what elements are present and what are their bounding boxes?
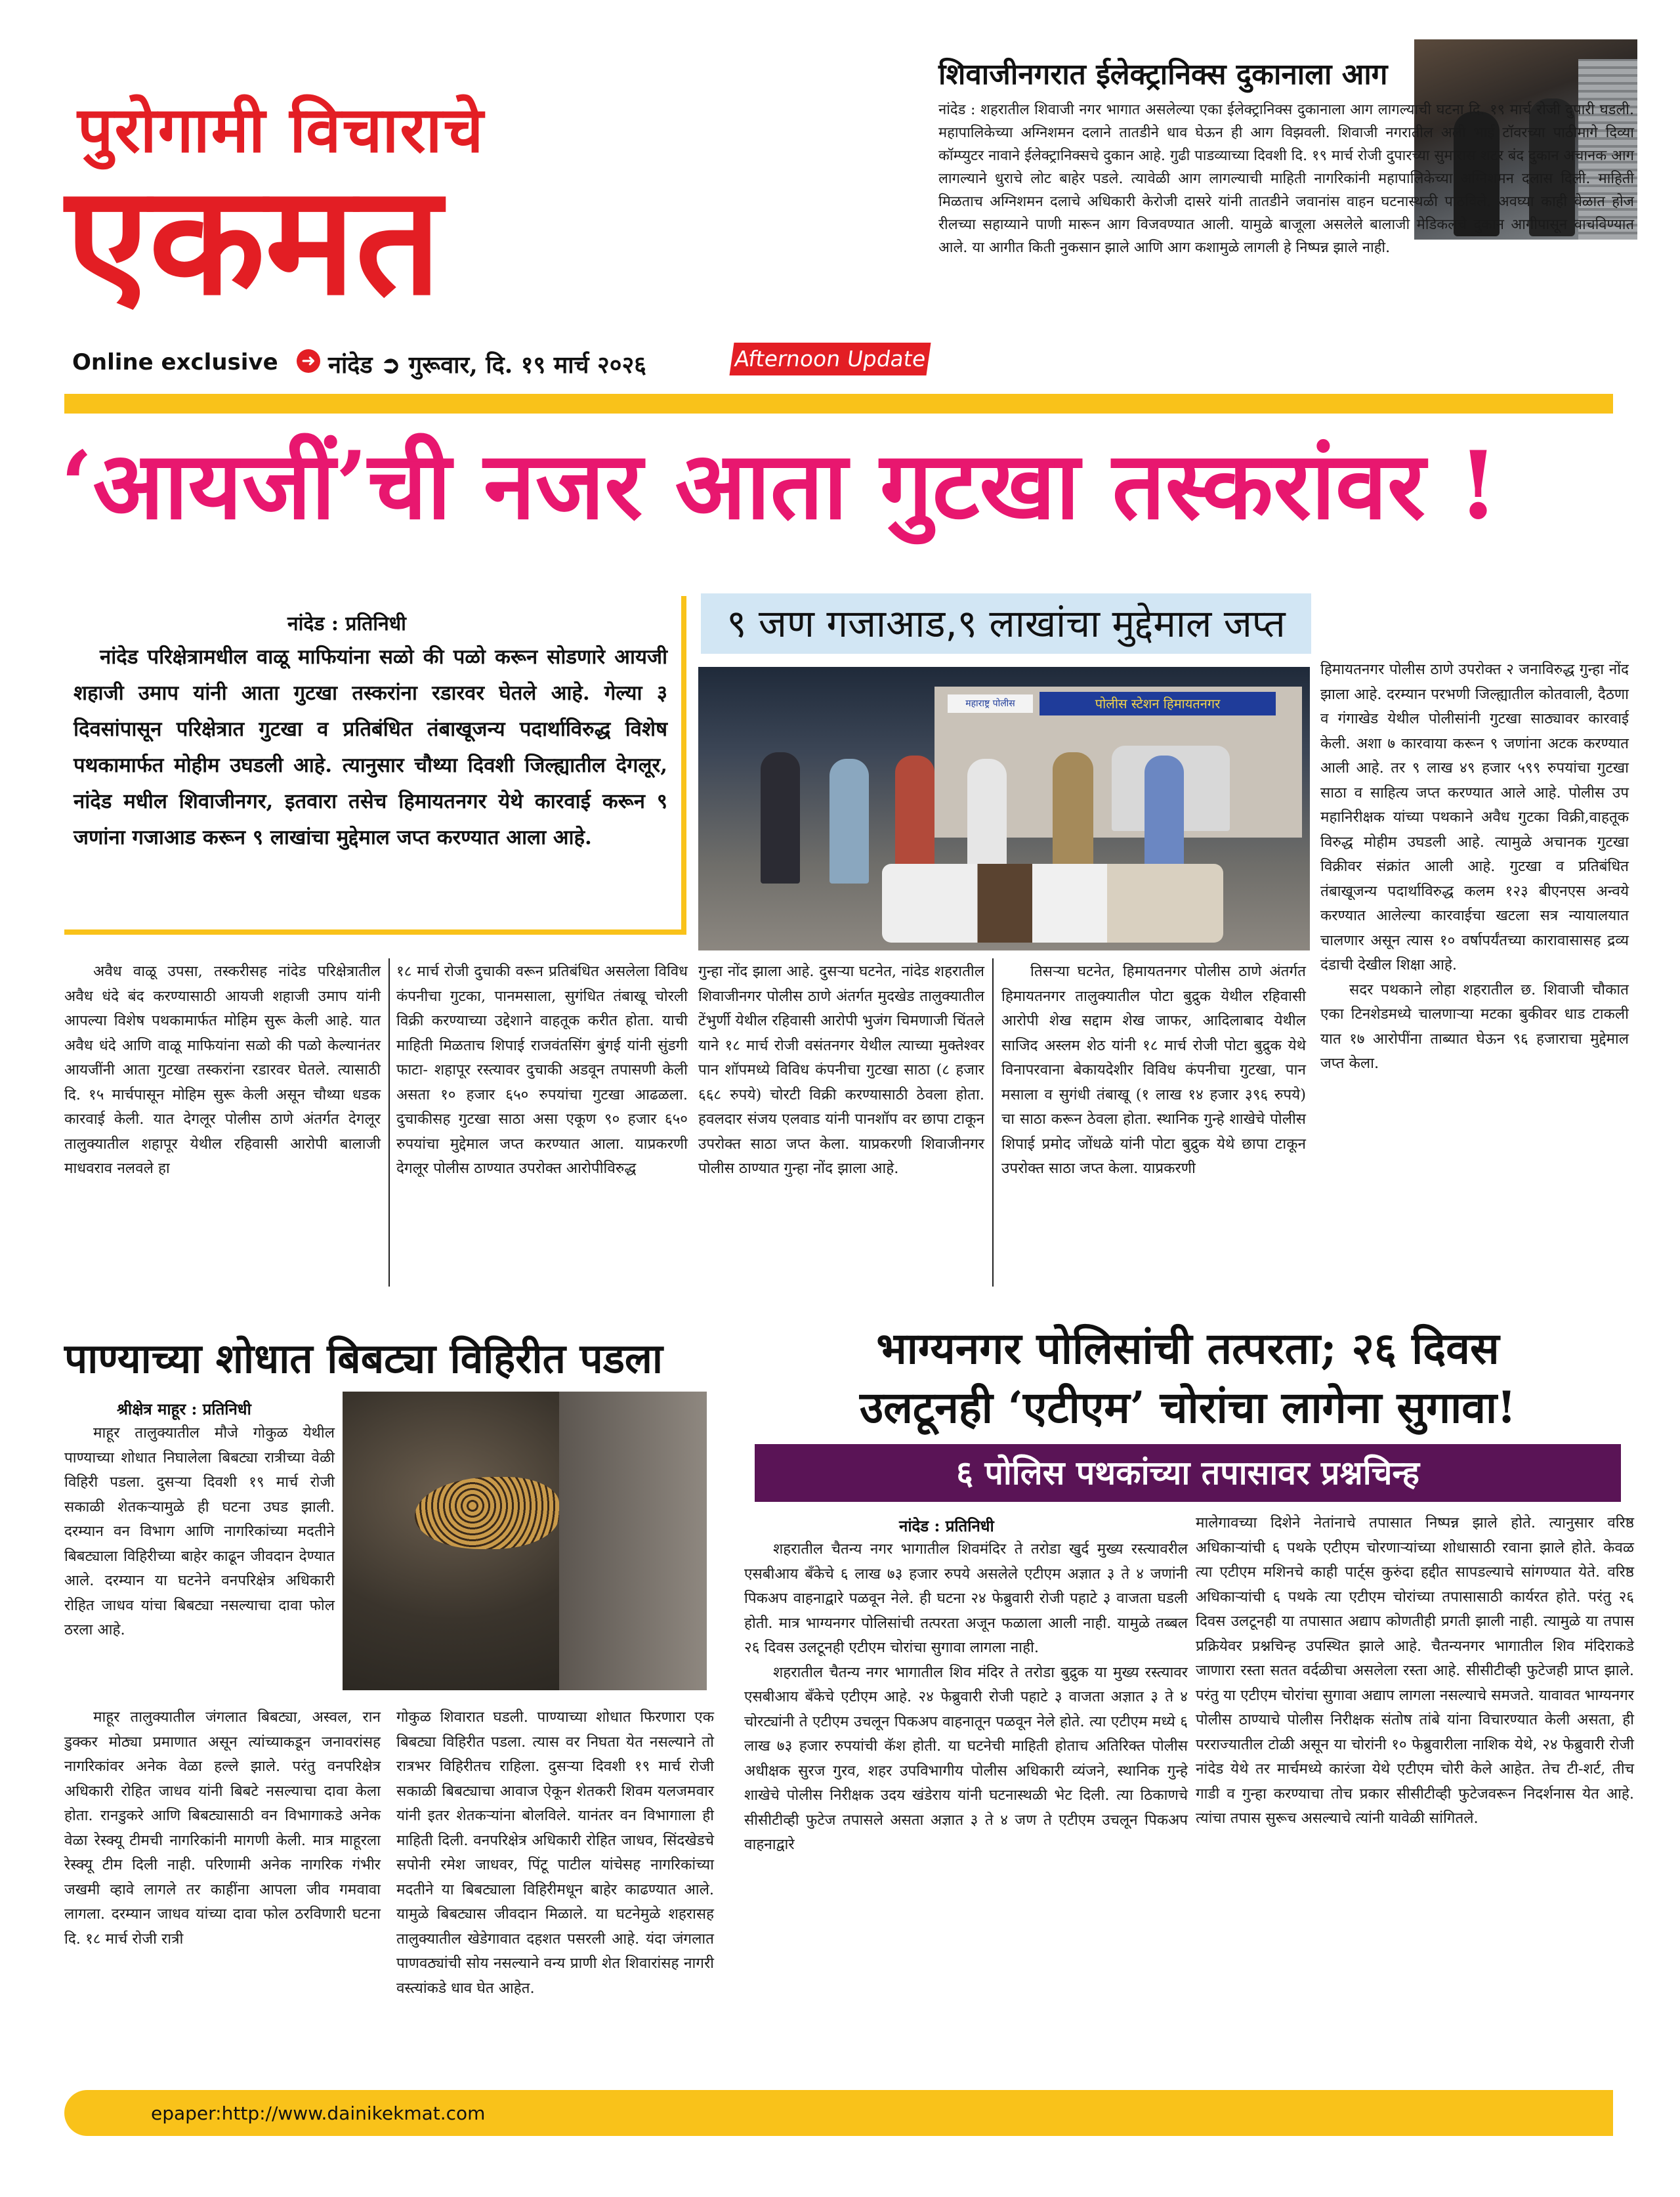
atm-headline-line-1: भाग्यनगर पोलिसांची तत्परता; २६ दिवस [876,1323,1500,1374]
lead-col-2-text: १८ मार्च रोजी दुचाकी वरून प्रतिबंधित असलेला विविध कंपनीचा गुटका, पानमसाला, सुगंधित तंबाखू चोरली विक्री करण्याच्या उद्देशाने वाहतूक करीत होता. याची माहिती मिळताच शिपाई राजवंतसिंग बुंगई यांनी सुंडगी फाटा- शहापूर रस्त्यावर दुचाकी अडवून तपासणी केली असता १० हजार ६५० रुपयांचा गुटखा आढळला. दुचाकीसह गुटखा साठा असा एकूण ९० हजार ६५० रुपयांचा मुद्देमाल जप्त करण्यात आला. याप्रकरणी देगलूर पोलीस ठाण्यात उपरोक्त आरोपीविरुद्ध [396,963,688,1177]
arrow-right-icon: ➜ [297,349,320,373]
lead-col-3-text: गुन्हा नोंद झाला आहे. दुसऱ्या घटनेत, नांदेड शहरातील शिवाजीनगर पोलीस ठाणे अंतर्गत मुदखेड तालुक्यातील टेंभुर्णी येथील रहिवासी आरोपी भुजंग चिमणाजी चिंतले याने १८ मार्च रोजी वसंतनगर येथील त्याच्या मुक्तेश्वर पान शॉपमध्ये विविध कंपनीचा गुटखा साठा (८ हजार ६६८ रुपये) चोरटी विक्री करण्यासाठी ठेवला होता. हवलदार संजय एलवाड यांनी पानशॉप वर छापा टाकून उपरोक्त साठा जप्त केला. याप्रकरणी शिवाजीनगर पोलीस ठाण्यात गुन्हा नोंद झाला आहे. [698,963,984,1177]
lead-intro-box [64,596,686,935]
leopard-figure [415,1477,559,1549]
police-sign: महाराष्ट्र पोलीस [948,694,1033,713]
lead-col-1-text: अवैध वाळू उपसा, तस्करीसह नांदेड परिक्षेत्रातील अवैध धंदे बंद करण्यासाठी आयजी शहाजी उमाप यांनी आपल्या विशेष पथकामार्फत मोहिम सुरू केली आहे. यात अवैध धंदे आणि वाळू माफियांना सळो की पळो केल्यानंतर आयजींनी आता गुटखा तस्करांना रडारवर घेतले. त्यासाठी दि. १५ मार्चपासून मोहिम सुरू केली असून चौथ्या धडक कारवाई केली. यात देगलूर पोलीस ठाणे अंतर्गत देगलूर तालुक्यातील शहापूर येथील रहिवासी आरोपी बालाजी माधवराव नलवले हा [64,963,381,1177]
leopard-p1: माहूर तालुक्यातील मौजे गोकुळ येथील पाण्याच्या शोधात निघालेला बिबट्या रात्रीच्या वेळी विहिरी पडला. दुसऱ्या दिवशी १९ मार्च रोजी सकाळी शेतकऱ्यामुळे ही घटना उघड झाली. दरम्यान वन विभाग आणि नागरिकांच्या मदतीने बिबट्याला विहिरीच्या बाहेर काढून जीवदान देण्यात आले. दरम्यान या घटनेने वनपरिक्षेत्र अधिकारी रोहित जाधव यांचा बिबट्या नसल्याचा दावा फोल ठरला आहे. [64,1424,335,1638]
lead-col-4 [1001,960,1306,1182]
seized-sacks [882,864,1223,943]
lead-subhead: ९ जण गजाआड,९ लाखांचा मुद्देमाल जप्त [701,593,1311,654]
atm-p1: शहरातील चैतन्य नगर भागातील शिवमंदिर ते तरोडा खुर्द मुख्य रस्त्यावरील एसबीआय बँकेचे ६ लाख ७३ हजार रुपये असलेले एटीएम अज्ञात ३ ते ४ जणांनी पिकअप वाहनाद्वारे पळवून नेले. ही घटना २४ फेब्रुवारी रोजी पहाटे ३ वाजता घडली होती. मात्र भाग्यनगर पोलिसांची तत्परता अजून फळाला आली नाही. यामुळे तब्बल २६ दिवस उलटूनही एटीएम चोरांचा सुगावा लागला नाही. [744,1541,1188,1656]
leopard-p2: माहूर तालुक्यातील जंगलात बिबट्या, अस्वल, रान डुक्कर मोठ्या प्रमाणात असून त्यांच्याकडून जनावरांसह नागरिकांवर अनेक वेळा हल्ले झाले. परंतु वनपरिक्षेत्र अधिकारी रोहित जाधव यांनी बिबटे नसल्याचा दावा केला होता. रानडुकरे आणि बिबट्यासाठी वन विभागाकडे अनेक वेळा रेस्क्यू टीमची नागरिकांनी मागणी केली. मात्र माहूरला रेस्क्यू टीम दिली नाही. परिणामी अनेक नागरिक गंभीर जखमी व्हावे लागले तर काहींना आपला जीव गमवावा लागला. दरम्यान जाधव यांच्या दावा फोल ठरविणारी घटना दि. १८ मार्च रोजी रात्री [64,1709,381,1948]
footer-epaper-link[interactable]: epaper:http://www.dainikekmat.com [151,2102,486,2124]
person-figure [830,759,869,884]
station-sign: पोलीस स्टेशन हिमायतनगर [1040,692,1276,715]
lead-col-2 [396,960,688,1182]
topstory-text: नांदेड : शहरातील शिवाजी नगर भागात असलेल्या एका ईलेक्ट्रानिक्स दुकानाला आग लागल्याची घटना दि. १९ मार्च रोजी दुपारी घडली. महापालिकेच्या अग्निशमन दलाने तातडीने धाव घेऊन ही आग विझवली. शिवाजी नगरातील अली भाई टॉवरच्या पाठीमागे दिव्या कॉम्प्युटर नावाने ईलेक्ट्रानिक्सचे दुकान आहे. गुढी पाडव्याच्या दिवशी दि. १९ मार्च रोजी दुपारच्या सुमारास शटर बंद दुकान अचानक आग लागल्याने धुराचे लोट बाहेर पडले. त्यावेळी आग लागल्याची माहिती नागरिकांनी महापालिकेच्या अग्निशमन दलास दिली. माहिती मिळताच अग्निशमन दलाचे अधिकारी केरोजी दासरे यांनी तातडीने जवानांस वाहन घटनास्थळी पाठविले. अवघ्या काही वेळात होज रीलच्या सहाय्याने पाणी मारून आग विजवण्यात आली. यामुळे बाजूला असलेले बालाजी मेडिकलचे दुकान आगीपासून वाचविण्यात आले. या आगीत किती नुकसान झाले आणि आग कशामुळे लागली हे निष्पन्न झाले नाही. [938,102,1634,256]
lead-intro: नांदेड परिक्षेत्रामधील वाळू माफियांना सळो की पळो करून सोडणारे आयजी शहाजी उमाप यांनी आता गुटखा तस्करांना रडारवर घेतले आहे. गेल्या ३ दिवसांपासून परिक्षेत्रात गुटखा व प्रतिबंधित तंबाखूजन्य पदार्थाविरुद्ध विशेष पथकामार्फत मोहीम उघडली आहे. त्यानुसार चौथ्या दिवशी जिल्ह्यातील देगलूर, नांदेड मधील शिवाजीनगर, इतवारा तसेच हिमायतनगर येथे कारवाई करून ९ जणांना गजाआड करून ९ लाखांचा मुद्देमाल जप्त करण्यात आला आहे. [74,645,667,849]
leopard-col-1 [64,1421,335,1643]
leopard-col-1b [64,1705,381,1952]
dateline: नांदेड ➲ गुरूवार, दि. १९ मार्च २०२६ [328,351,646,379]
topstory-body [938,98,1634,259]
atm-byline: नांदेड : प्रतिनिधी [899,1516,994,1535]
atm-p3: मालेगावच्या दिशेने नेतांनाचे तपासात निष्पन्न झाले होते. त्यानुसार वरिष्ठ अधिकाऱ्यांची ६ पथके एटीएम चोरणाऱ्यांच्या शोधासाठी रवाना झाले होते. केवळ त्या एटीएम मशिनचे काही पार्ट्स कुरुंदा हद्दीत सापडल्याचे सांगण्यात येते. वरिष्ठ अधिकाऱ्यांची ६ पथके त्या एटीएम चोरांच्या तपासासाठी कार्यरत होते. परंतु २६ दिवस उलटूनही या तपासात अद्याप कोणतीही प्रगती झाली नाही. त्यामुळे या तपास प्रक्रियेवर प्रश्नचिन्ह उपस्थित झाले आहे. चैतन्यनगर भागातील शिव मंदिराकडे जाणारा रस्ता सतत वर्दळीचा असलेला रस्ता आहे. सीसीटीव्ही फुटेजही प्राप्त झाले. परंतु या एटीएम चोरांचा सुगावा अद्याप लागला नसल्याचे समजते. यावावत भाग्यनगर पोलीस ठाण्याचे पोलीस निरीक्षक संतोष तांबे यांना विचारण्यात केली असता, ही परराज्यातील टोळी असून या चोरांनी १० फेब्रुवारीला नाशिक येथे, २४ फेब्रुवारी रोजी नांदेड येथे तर मार्चमध्ये कारंजा येथे एटीएम चोरी केले आहेत. तेच टी-शर्ट, तीच गाडी व गुन्हा करण्याचा तोच प्रकार सीसीटीव्ही फुटेजवरून निदर्शनास येत आहे. त्यांचा तपास सुरूच असल्याचे त्यांनी यावेळी सांगितले. [1196,1514,1634,1827]
masthead-tagline: पुरोगामी विचाराचे [77,93,485,167]
online-exclusive-label: Online exclusive [72,349,278,375]
lead-col-5-text-2: सदर पथकाने लोहा शहरातील छ. शिवाजी चौकात एका टिनशेडमध्ये चालणाऱ्या मटका बुकीवर धाड टाकली यात १७ आरोपींना ताब्यात घेऊन ९६ हजाराचा मुद्देमाल जप्त केला. [1320,981,1629,1072]
column-divider [388,958,390,1287]
lead-col-1 [64,960,381,1182]
column-divider [992,958,994,1287]
topstory-headline: शिवाजीनगरात ईलेक्ट्रानिक्स दुकानाला आग [938,58,1388,91]
lead-col-5-text: हिमायतनगर पोलीस ठाणे उपरोक्त २ जनाविरुद्ध गुन्हा नोंद झाला आहे. दरम्यान परभणी जिल्ह्यातील कोतवाली, दैठणा व गंगाखेड येथील पोलीसांनी गुटखा साठ्यावर कारवाई केली. अशा ७ कारवाया करून ९ जणांना अटक करण्यात आली आहे. तर ९ लाख ४९ हजार ५९९ रुपयांचा गुटखा साठा व साहित्य जप्त करण्यात आले आहे. पोलीस उप महानिरीक्षक यांच्या पथकाने अवैध गुटका विक्री,वाहतूक विरुद्ध मोहीम उघडली आहे. त्यामुळे अचानक गुटखा विक्रीवर संक्रांत आली आहे. गुटखा व प्रतिबंधित तंबाखूजन्य पदार्थाविरुद्ध कलम १२३ बीएनएस अन्वये करण्यात आलेल्या कारवाईचा खटला सत्र न्यायालयात चालणार असून त्यास १० वर्षापर्यंतच्या कारावासासह द्रव्य दंडाची देखील शिक्षा आहे. [1320,661,1629,973]
leopard-col-2 [396,1705,714,2001]
leopard-headline: पाण्याच्या शोधात बिबट्या विहिरीत पडला [64,1334,663,1382]
lead-col-3 [698,960,984,1182]
leopard-p3: गोकुळ शिवारात घडली. पाण्याच्या शोधात फिरणारा एक बिबट्या विहिरीत पडला. त्यास वर निघता येत नसल्याने तो रात्रभर विहिरीतच राहिला. दुसऱ्या दिवशी १९ मार्च रोजी सकाळी बिबट्याचा आवाज ऐकून शेतकरी शिवम यलजमवार यांनी इतर शेतकऱ्यांना बोलविले. यानंतर वन विभागाला ही माहिती दिली. वनपरिक्षेत्र अधिकारी रोहित जाधव, सिंदखेडचे सपोनी रमेश जाधवर, पिंटू पाटील यांचेसह नागरिकांच्या मदतीने या बिबट्याला विहिरीमधून बाहेर काढण्यात आले. यामुळे बिबट्यास जीवदान मिळाले. या घटनेमुळे शहरासह तालुक्यातील खेडेगावात दहशत पसरली आहे. यंदा जंगलात पाणवठ्यांची सोय नसल्याने वन्य प्राणी शेत शिवारांसह नागरी वस्त्यांकडे धाव घेत आहेत. [396,1709,714,1997]
atm-headline-line-2: उलटूनही ‘एटीएम’ चोरांचा लागेना सुगावा! [859,1382,1517,1433]
lead-col-4-text: तिसऱ्या घटनेत, हिमायतनगर पोलीस ठाणे अंतर्गत हिमायतनगर तालुक्यातील पोटा बुद्रुक येथील रहिवासी आरोपी शेख सद्दाम शेख जाफर, आदिलाबाद येथील साजिद अस्लम शेठ यांनी १८ मार्च रोजी पोटा बुद्रुक येथे विनापरवाना बेकायदेशीर विविध कंपनीचा गुटखा, पान मसाला व सुगंधी तंबाखू (१ लाख १४ हजार ३९६ रुपये) चा साठा करून ठेवला होता. स्थानिक गुन्हे शाखेचे पोलीस शिपाई प्रमोद जोंधळे यांनी पोटा बुद्रुक येथे छापा टाकून उपरोक्त साठा जप्त केला. याप्रकरणी [1001,963,1306,1177]
leopard-photo [343,1392,707,1690]
lead-headline: ‘आयजीं’ची नजर आता गुटखा तस्करांवर ! [60,431,1499,540]
police-seizure-photo [698,667,1310,950]
atm-col-2 [1196,1511,1634,1831]
atm-col-1 [744,1537,1188,1858]
header-rule [64,394,1613,414]
masthead-title: एकमत [66,152,442,329]
well-wall [559,1392,707,1690]
person-figure [761,752,800,884]
atm-p2: शहरातील चैतन्य नगर भागातील शिव मंदिर ते तरोडा बुद्रुक या मुख्य रस्त्यावर एसबीआय बँकेचे एटीएम आहे. २४ फेब्रुवारी रोजी पहाटे ३ वाजता अज्ञात ३ ते ४ चोरट्यांनी ते एटीएम उचलून पिकअप वाहनातून पळवून नेले होते. त्या एटीएम मध्ये ६ लाख ७३ हजार रुपयांची कॅश होती. या घटनेची माहिती होताच अतिरिक्त पोलीस अधीक्षक सुरज गुरव, शहर उपविभागीय पोलीस अधिकारी व्यंजने, स्थानिक गुन्हे शाखेचे पोलीस निरीक्षक उदय खंडेराय यांनी घटनास्थळी भेट दिली. त्या ठिकाणचे सीसीटीव्ही फुटेज तपासले असता अज्ञात ३ ते ४ जण ते एटीएम उचलून पिकअप वाहनाद्वारे [744,1663,1188,1853]
atm-subhead-band: ६ पोलिस पथकांच्या तपासावर प्रश्नचिन्ह [755,1444,1621,1502]
lead-byline: नांदेड : प्रतिनिधी [287,612,406,635]
afternoon-update-badge: Afternoon Update [729,343,931,375]
leopard-byline: श्रीक्षेत्र माहूर : प्रतिनिधी [117,1399,251,1418]
lead-col-5 [1320,658,1629,1077]
